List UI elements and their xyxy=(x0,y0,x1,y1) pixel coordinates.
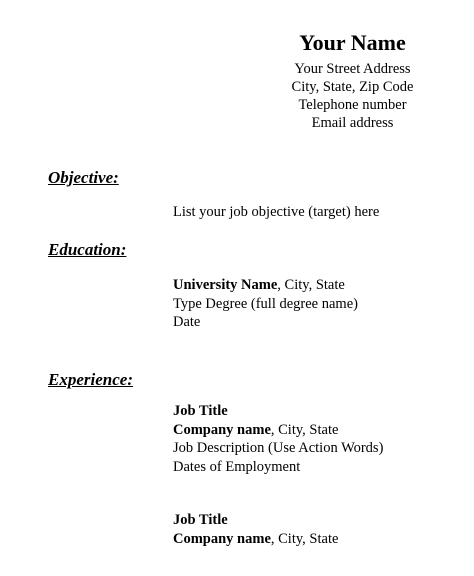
company-name: Company name xyxy=(173,421,271,438)
company-location: , City, State xyxy=(270,530,339,547)
company-name: Company name xyxy=(173,530,271,547)
university-location: , City, State xyxy=(277,277,345,293)
degree-line: Type Degree (full degree name) xyxy=(173,295,358,312)
objective-text: List your job objective (target) here xyxy=(173,204,380,220)
resume-header xyxy=(270,30,435,132)
objective-heading: Objective: xyxy=(48,168,119,187)
education-date: Date xyxy=(173,314,201,330)
city-state-zip: City, State, Zip Code xyxy=(291,79,414,95)
company-line xyxy=(173,421,383,440)
job-title: Job Title xyxy=(173,512,228,528)
street-address: Your Street Address xyxy=(294,61,411,77)
education-heading: Education: xyxy=(48,240,127,259)
objective-block xyxy=(173,203,379,222)
company-location: , City, State xyxy=(270,421,339,438)
candidate-name: Your Name xyxy=(299,30,406,55)
university-name: University Name xyxy=(173,277,278,293)
university-line xyxy=(173,276,358,295)
job-title: Job Title xyxy=(173,403,228,419)
employment-dates: Dates of Employment xyxy=(173,458,301,475)
company-line xyxy=(173,530,338,549)
experience-job-1 xyxy=(173,402,383,476)
email-address: Email address xyxy=(311,115,394,131)
experience-job-2 xyxy=(173,511,338,548)
education-block xyxy=(173,276,358,332)
telephone-number: Telephone number xyxy=(298,97,407,113)
job-description: Job Description (Use Action Words) xyxy=(173,440,384,456)
experience-heading: Experience: xyxy=(48,370,133,389)
